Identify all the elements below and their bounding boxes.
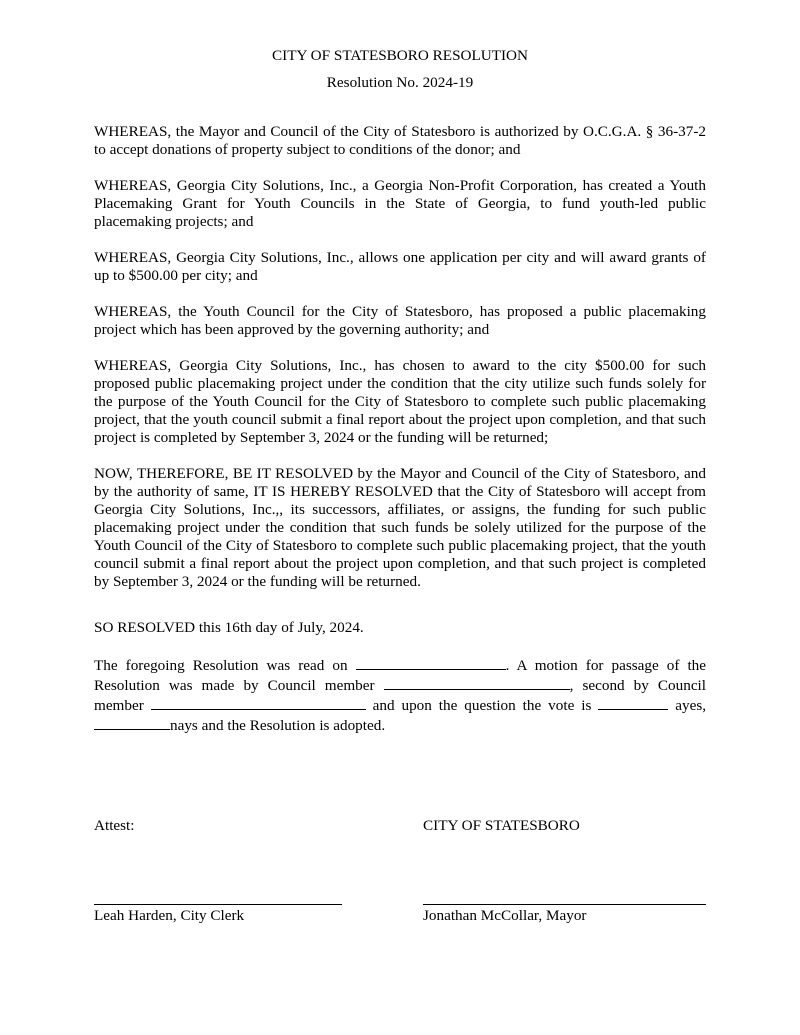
whereas-paragraph-3: WHEREAS, Georgia City Solutions, Inc., allows one application per city and will award grants of up to $500.00 per city; and bbox=[94, 249, 706, 284]
vote-text-1: The foregoing Resolution was read on bbox=[94, 657, 348, 674]
resolved-paragraph: NOW, THEREFORE, BE IT RESOLVED by the Mayor and Council of the City of Statesboro, and by the authority of same, IT IS HEREBY RESOLVED that the City of Statesboro will accept from Georgia City Solutions, Inc.,, its successors, affiliates, or assigns, the funding for such public placemaking project under the condition that such funds be solely utilized for the purpose of the Youth Council of the City of Statesboro to complete such public placemaking project, that the youth council submit a final report about the project upon completion, and that such project is completed by September 3, 2024 or the funding will be returned. bbox=[94, 465, 706, 590]
whereas-paragraph-5: WHEREAS, Georgia City Solutions, Inc., has chosen to award to the city $500.00 for such proposed public placemaking project under the condition that the city utilize such funds solely for the purpose of the Youth Council for the City of Statesboro to complete such public placemaking project, that the youth council submit a final report about the project upon completion, and that such project is completed by September 3, 2024 or the funding will be returned; bbox=[94, 357, 706, 446]
vote-record-paragraph bbox=[94, 655, 706, 735]
vote-text-2: . A motion for passage of the Resolution was made by Council member bbox=[94, 657, 706, 694]
document-title: CITY OF STATESBORO RESOLUTION bbox=[272, 47, 528, 64]
nays-count-blank[interactable] bbox=[94, 715, 170, 730]
ayes-count-blank[interactable] bbox=[598, 695, 668, 710]
whereas-paragraph-2: WHEREAS, Georgia City Solutions, Inc., a Georgia Non-Profit Corporation, has created a Youth Placemaking Grant for Youth Councils in the State of Georgia, to fund youth-led public placemaking projects; and bbox=[94, 177, 706, 230]
so-resolved-line: SO RESOLVED this 16th day of July, 2024. bbox=[94, 619, 364, 636]
signature-block bbox=[94, 817, 706, 927]
city-label: CITY OF STATESBORO bbox=[423, 817, 580, 834]
whereas-paragraph-4: WHEREAS, the Youth Council for the City of Statesboro, has proposed a public placemaking project which has been approved by the governing authority; and bbox=[94, 303, 706, 338]
clerk-signature-line[interactable] bbox=[94, 904, 342, 905]
second-member-blank[interactable] bbox=[151, 695, 366, 710]
city-column bbox=[423, 817, 706, 924]
clerk-name: Leah Harden, City Clerk bbox=[94, 907, 245, 924]
vote-text-5: ayes, bbox=[675, 697, 707, 714]
mayor-name: Jonathan McCollar, Mayor bbox=[423, 907, 587, 924]
mayor-signature-line[interactable] bbox=[423, 904, 706, 905]
whereas-paragraph-1: WHEREAS, the Mayor and Council of the City of Statesboro is authorized by O.C.G.A. § 36-37-2 to accept donations of property subject to conditions of the donor; and bbox=[94, 123, 706, 158]
vote-text-6: nays and the Resolution is adopted. bbox=[170, 717, 386, 734]
attest-label: Attest: bbox=[94, 817, 135, 834]
resolution-number: Resolution No. 2024-19 bbox=[326, 74, 474, 91]
vote-text-4: and upon the question the vote is bbox=[372, 697, 592, 714]
attest-column bbox=[94, 817, 342, 924]
vote-text-3: , second by Council member bbox=[94, 677, 706, 714]
resolution-document bbox=[94, 46, 706, 750]
motion-member-blank[interactable] bbox=[384, 675, 570, 690]
read-date-blank[interactable] bbox=[356, 655, 506, 670]
